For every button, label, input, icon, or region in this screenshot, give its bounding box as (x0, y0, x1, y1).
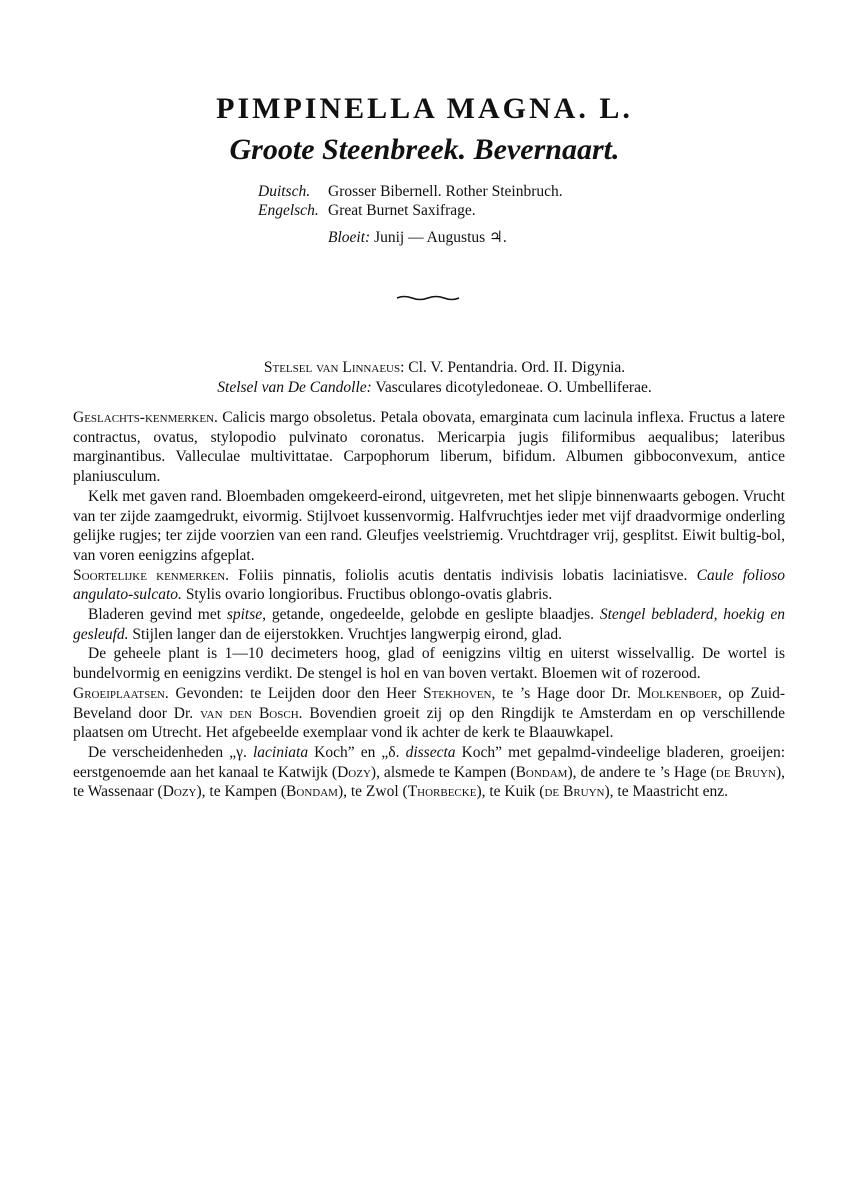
flowering-period (328, 228, 507, 247)
varieties-text-5: ), de andere te ’s Hage ( (567, 763, 716, 781)
collector-name: de Bruyn (715, 763, 776, 781)
varieties-paragraph (73, 743, 785, 802)
plant-description: De geheele plant is 1—10 decimeters hoog, glad of eenigzins viltig en uiterst wisselvallig. De wortel is bundelvormig en eenigzins verdikt. De stengel is hol en van boven vertakt. Bloemen wit of rozerood. (73, 645, 785, 683)
language-label: Duitsch. (258, 183, 311, 200)
collector-name: Thorbecke (407, 783, 477, 801)
variety-name: laciniata (252, 743, 309, 761)
genus-label: Geslachts-kenmerken. (73, 409, 218, 426)
varieties-text-6: ), te Wassenaar ( (73, 763, 785, 801)
page-title: PIMPINELLA MAGNA. L. (216, 92, 633, 125)
collector-name: Bondam (286, 783, 338, 801)
habitat-text-2: , te ’s Hage door Dr. (491, 684, 631, 702)
species-latin-italic: Caule folioso angulato-sulcato. (73, 566, 786, 604)
varieties-text-2: Koch” en „δ. (314, 743, 400, 761)
habitat-text-3: , op Zuid-Beveland door Dr. (73, 684, 786, 722)
varieties-text-8: ), te Zwol ( (337, 783, 408, 801)
variety-name: dissecta (405, 743, 456, 761)
description-body (73, 408, 785, 802)
collector-name: Molkenboer (637, 684, 718, 702)
species-latin-b: Stylis ovario longioribus. Fructibus oblongo-ovatis glabris. (185, 586, 553, 604)
language-label: Engelsch. (258, 202, 319, 219)
linnaeus-label: Stelsel van Linnaeus: (263, 359, 405, 376)
linnaeus-system (20, 358, 849, 378)
habitat-text-1: Gevonden: te Leijden door den Heer (175, 684, 417, 702)
common-names (258, 182, 563, 220)
candolle-label: Stelsel van De Candolle: (217, 379, 372, 396)
candolle-value: Vasculares dicotyledoneae. O. Umbelliferae. (375, 379, 652, 396)
species-dutch-c: Stijlen langer dan de eijerstokken. Vruchtjes langwerpig eirond, glad. (132, 625, 563, 643)
habitat-label: Groeiplaatsen. (73, 684, 169, 702)
varieties-text-9: ), te Kuik ( (476, 783, 545, 801)
varieties-text-10: ), te Maastricht enz. (604, 783, 729, 801)
species-label: Soortelijke kenmerken. (73, 566, 230, 584)
collector-name: Dozy (337, 763, 371, 781)
habitat-paragraph (73, 684, 785, 743)
collector-name: Dozy (162, 783, 197, 801)
species-dutch (73, 605, 785, 644)
collector-name: Bondam (515, 763, 568, 781)
ornament-divider (396, 294, 460, 302)
linnaeus-value: Cl. V. Pentandria. Ord. II. Digynia. (408, 359, 626, 376)
varieties-text-3: Koch” met gepalmd-vindeelige bladeren, groeijen: eerstgenoemde aan het kanaal te Katwijk ( (73, 743, 786, 781)
common-name-german (258, 182, 563, 201)
varieties-text-7: ), te Kampen ( (196, 783, 287, 801)
genus-dutch: Kelk met gaven rand. Bloembaden omgekeerd-eirond, uitgevreten, met het slipje binnenwaarts gebogen. Vrucht van ter zijde zaamgedrukt, eivormig. Stijlvoet kussenvormig. Halfvruchtjes ieder met vijf draadvormige onderling gelijke rugjes; ter zijde voorzien van een rand. Gleufjes veelstriemig. Vruchtdrager vrij, gesplitst. Eiwit bultig-bol, van voren eenigzins afgeplat. (73, 487, 785, 564)
collector-name: van den Bosch (200, 704, 299, 722)
species-dutch-b: getande, ongedeelde, gelobde en geslipte blaadjes. (271, 606, 595, 624)
species-dutch-italic: Stengel bebladerd, hoekig en gesleufd. (73, 606, 786, 643)
common-name-english (258, 201, 563, 220)
varieties-text-1: De verscheidenheden „γ. (88, 743, 247, 761)
genus-latin (73, 408, 785, 487)
genus-latin-text: Calicis margo obsoletus. Petala obovata, emarginata cum lacinula inflexa. Fructus a latere contractus, ovatus, stylopodio pulvinato coronatus. Mericarpia jugis filiformibus aequalibus; lateribus marginantibus. Valleculae multivittatae. Carpophorum liberum, bifidum. Albumen gibboconvexum, antice planiusculum. (73, 409, 785, 486)
flowering-value: Junij — Augustus ♃. (374, 229, 507, 246)
species-dutch-spitse: spitse, (226, 606, 267, 624)
species-dutch-a: Bladeren gevind met (88, 606, 222, 624)
candolle-system (10, 378, 849, 398)
species-latin-a: Foliis pinnatis, foliolis acutis dentatis indivisis lobatis laciniatisve. (238, 566, 688, 584)
habitat-text-4: . Bovendien groeit zij op den Ringdijk te Amsterdam en op verschillende plaatsen om Utrecht. Het afgebeelde exemplaar vond ik achter de kerk te Blaauwkapel. (73, 704, 785, 742)
common-name-text: Great Burnet Saxifrage. (328, 202, 476, 219)
common-name-text: Grosser Bibernell. Rother Steinbruch. (328, 183, 563, 200)
species-latin (73, 566, 785, 605)
collector-name: Stekhoven (422, 684, 492, 702)
varieties-text-4: ), alsmede te Kampen ( (370, 763, 516, 781)
collector-name: de Bruyn (544, 783, 605, 801)
flowering-label: Bloeit: (328, 229, 371, 246)
dutch-title: Groote Steenbreek. Bevernaart. (229, 133, 620, 166)
